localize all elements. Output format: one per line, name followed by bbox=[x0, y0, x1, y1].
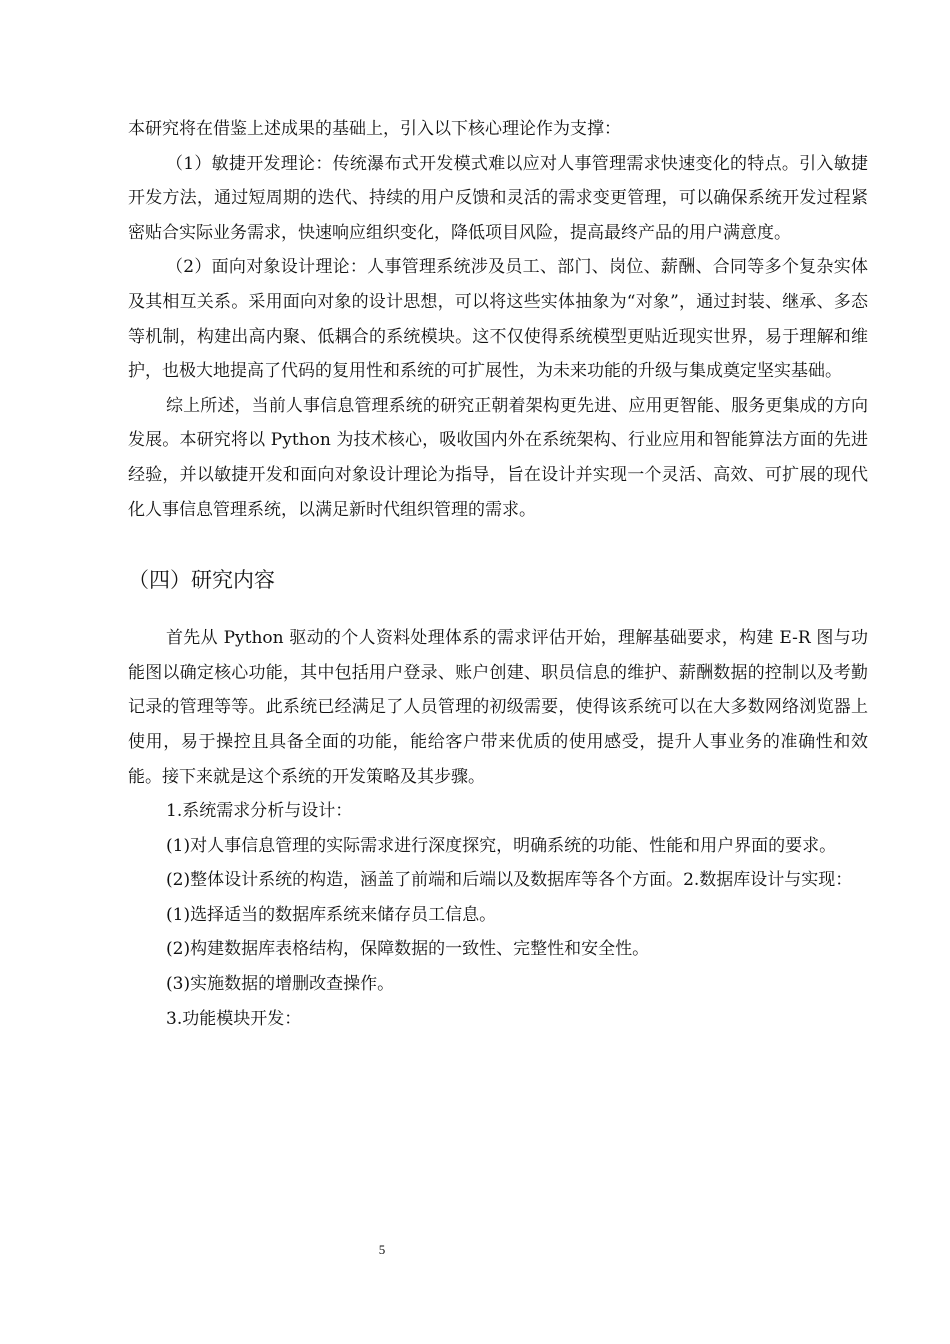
paragraph-research-content: 首先从 Python 驱动的个人资料处理体系的需求评估开始，理解基础要求，构建 E-R 图与功能图以确定核心功能，其中包括用户登录、账户创建、职员信息的维护、薪酬数据的控制以及考勤记录的管理等等。此系统已经满足了人员管理的初级需要，使得该系统可以在大多数网络浏览器上使用，易于操控且具备全面的功能，能给客户带来优质的使用感受，提升人事业务的准确性和效能。接下来就是这个系统的开发策略及其步骤。 bbox=[128, 628, 868, 787]
paragraph-intro: 本研究将在借鉴上述成果的基础上，引入以下核心理论作为支撑： bbox=[128, 119, 621, 139]
paragraph-summary: 综上所述，当前人事信息管理系统的研究正朝着架构更先进、应用更智能、服务更集成的方向发展。本研究将以 Python 为技术核心，吸收国内外在系统架构、行业应用和智能算法方面的先进经验，并以敏捷开发和面向对象设计理论为指导，旨在设计并实现一个灵活、高效、可扩展的现代化人事信息管理系统，以满足新时代组织管理的需求。 bbox=[128, 395, 868, 520]
list-item: 3.功能模块开发： bbox=[166, 1008, 302, 1029]
page-number: 5 bbox=[378, 1242, 386, 1257]
paragraph-agile: （1）敏捷开发理论：传统瀑布式开发模式难以应对人事管理需求快速变化的特点。引入敏捷开发方法，通过短周期的迭代、持续的用户反馈和灵活的需求变更管理，可以确保系统开发过程紧密贴合实际业务需求，快速响应组织变化，降低项目风险，提高最终产品的用户满意度。 bbox=[128, 153, 868, 243]
list-item: (1)对人事信息管理的实际需求进行深度探究，明确系统的功能、性能和用户界面的要求。 bbox=[166, 835, 837, 856]
list-item: 1.系统需求分析与设计： bbox=[166, 801, 353, 822]
list-item: (1)选择适当的数据库系统来储存员工信息。 bbox=[166, 904, 497, 925]
list-item: (3)实施数据的增删改查操作。 bbox=[166, 974, 395, 995]
page-content bbox=[128, 112, 868, 1036]
list-item: (2)整体设计系统的构造，涵盖了前端和后端以及数据库等各个方面。2.数据库设计与实现： bbox=[166, 870, 853, 891]
paragraph-oop: （2）面向对象设计理论：人事管理系统涉及员工、部门、岗位、薪酬、合同等多个复杂实体及其相互关系。采用面向对象的设计思想，可以将这些实体抽象为“对象”，通过封装、继承、多态等机制，构建出高内聚、低耦合的系统模块。这不仅使得系统模型更贴近现实世界，易于理解和维护，也极大地提高了代码的复用性和系统的可扩展性，为未来功能的升级与集成奠定坚实基础。 bbox=[128, 257, 868, 382]
list-item: (2)构建数据库表格结构，保障数据的一致性、完整性和安全性。 bbox=[166, 939, 650, 960]
section-heading: （四）研究内容 bbox=[128, 568, 275, 593]
